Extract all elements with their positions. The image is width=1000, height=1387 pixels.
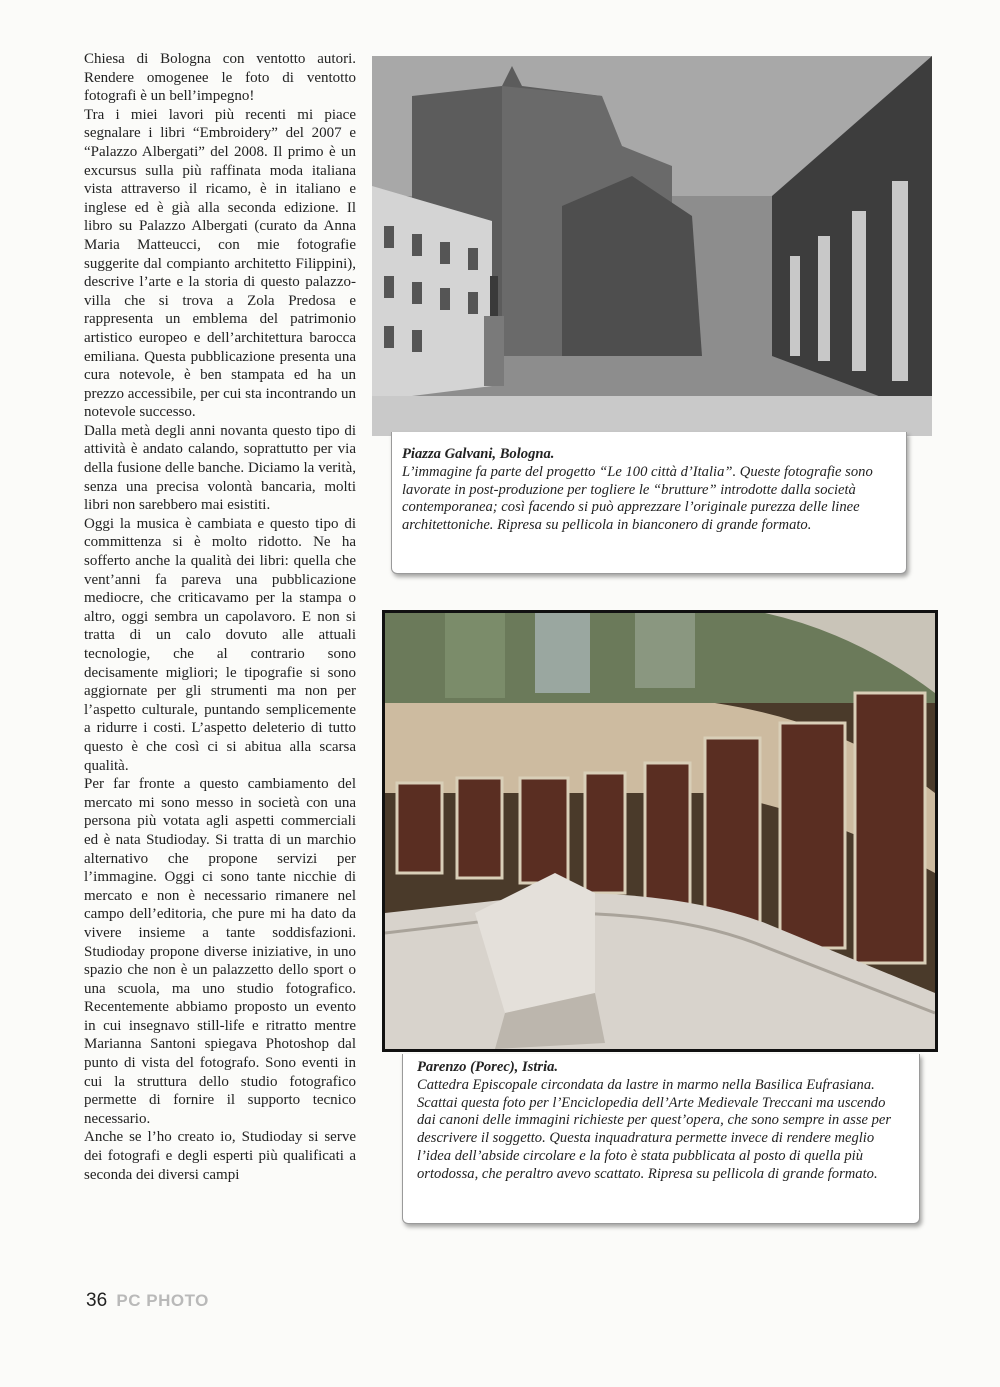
magazine-name: PC PHOTO (116, 1291, 209, 1310)
page-folio (86, 1290, 209, 1312)
page-number: 36 (86, 1290, 108, 1311)
caption-title: Piazza Galvani, Bologna. (402, 446, 555, 462)
paragraph: Tra i miei lavori più recenti mi piace segnalare i libri “Embroidery” del 2007 e “Palazzo Albergati” del 2008. Il primo è un excursus sulla più raffinata moda italiana vista attraverso il ricamo, è in italiano e inglese ed è già alla seconda edizione. Il libro su Palazzo Albergati (curato da Anna Maria Matteucci, con mie fotografie suggerite dal compianto architetto Filippini), descrive l’arte e la storia di questo palazzo-villa che si trova a Zola Predosa e rappresenta un emblema del patrimonio artistico europeo e dell’architettura barocca emiliana. Questa pubblicazione presenta una cura notevole, è ben stampata ed ha un prezzo accessibile, per cui sta incontrando un notevole successo. (84, 106, 356, 421)
caption-text: L’immagine fa parte del progetto “Le 100 città d’Italia”. Queste fotografie sono lavorate in post-produzione per togliere le “brutture” introdotte dalla società contemporanea; così facendo si può apprezzare l’originale purezza delle linee architettoniche. Ripresa su pellicola in bianconero di grande formato. (402, 463, 873, 534)
article-body (84, 50, 356, 1184)
photo-piazza-galvani (372, 56, 932, 436)
paragraph: Dalla metà degli anni novanta questo tipo di attività è andato calando, soprattutto per via della fusione delle banche. Diciamo la verità, senza una precisa volontà bancaria, molti libri non sarebbero mai esistiti. (84, 422, 356, 514)
caption-title: Parenzo (Porec), Istria. (417, 1059, 559, 1075)
paragraph: Chiesa di Bologna con ventotto autori. Rendere omogenee le foto di ventotto fotografi è un bell’impegno! (84, 51, 356, 105)
photo-caption (391, 432, 907, 574)
photo-caption (402, 1054, 920, 1224)
paragraph: Anche se l’ho creato io, Studioday si serve dei fotografi e degli esperti più qualificati a seconda dei diversi campi (84, 1129, 356, 1183)
paragraph: Oggi la musica è cambiata e questo tipo di committenza si è molto ridotto. Ne ha sofferto anche la qualità dei libri: quella che vent’anni fa pareva una pubblicazione mediocre, che criticavamo per la stampa o altro, oggi sembra un capolavoro. E non si tratta di un calo dovuto alle attuali tecnologie, che al contrario sono decisamente migliori; le tipografie si sono aggiornate per gli strumenti ma non per l’aspetto culturale, puntando semplicemente a ridurre i costi. L’aspetto deleterio di tutto questo è che così ci si abitua alla scarsa qualità. (84, 515, 356, 774)
caption-text: Cattedra Episcopale circondata da lastre in marmo nella Basilica Eufrasiana. Scattai questa foto per l’Enciclopedia dell’Arte Medievale Treccani ma uscendo dai canoni delle immagini richieste per quest’opera, che sono sempre in asse per descrivere il soggetto. Questa inquadratura permette invece di rendere meglio l’idea dell’abside circolare e la foto è stata pubblicata al posto di quella più ortodossa, che peraltro avevo scattato. Ripresa su pellicola di grande formato. (417, 1076, 892, 1182)
paragraph: Per far fronte a questo cambiamento del mercato mi sono messo in società con una persona più votata agli aspetti commerciali ed è nata Studioday. Si tratta di un marchio alternativo che propone servizi per l’immagine. Oggi ci sono tante nicchie di mercato e non è necessario rimanere nel campo dell’editoria, che pure mi ha dato da vivere insieme a tante soddisfazioni. Studioday propone diverse iniziative, in uno spazio che non è un palazzetto dello sport o una scuola, ma uno studio fotografico. Recentemente abbiamo proposto un evento in cui insegnavo still-life e ritratto mentre Marianna Santoni spiegava Photoshop dal punto di vista del fotografo. Sono eventi in cui la struttura dello studio fotografico permette di fornire il supporto tecnico necessario. (84, 776, 356, 1127)
photo-parenzo-apse (382, 610, 938, 1052)
